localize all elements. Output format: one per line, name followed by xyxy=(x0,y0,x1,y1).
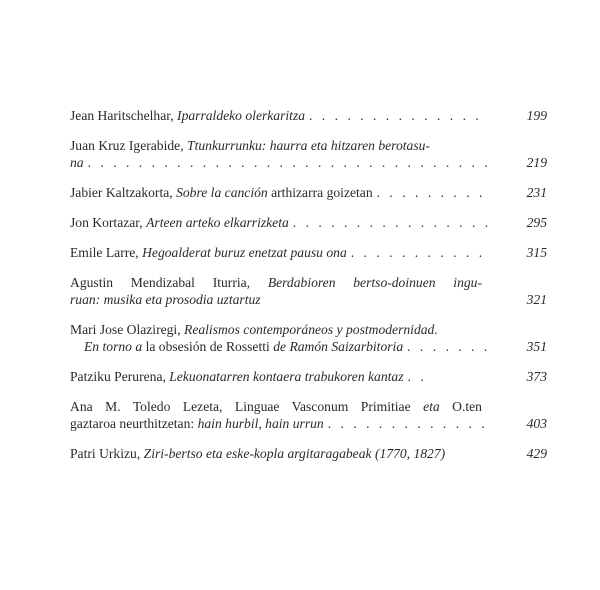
entry-title: Iparraldeko olerkaritza xyxy=(177,108,306,123)
entry-author: Patziku Perurena, xyxy=(70,369,166,384)
entry-page: 373 xyxy=(526,369,547,384)
entry-title-part: gaztaroa neurthitzetan: xyxy=(70,416,195,431)
toc-entry[interactable] xyxy=(70,184,547,201)
entry-title-rest: arthizarra goizetan xyxy=(271,185,373,200)
entry-title: Sobre la canción xyxy=(176,185,268,200)
dot-leader xyxy=(377,184,488,201)
dot-leader xyxy=(351,244,488,261)
entry-title-part: O.ten xyxy=(452,399,482,414)
entry-title-part: la obsesión de Rossetti xyxy=(145,339,270,354)
entry-title: Ttunkurrunku: haurra eta hitzaren berotasu- xyxy=(187,138,430,153)
toc-entry[interactable] xyxy=(70,368,547,385)
toc-entry[interactable] xyxy=(70,214,547,231)
dot-leader xyxy=(328,415,488,432)
dot-leader xyxy=(408,368,430,385)
entry-title-part: eta xyxy=(423,399,440,414)
toc-entry[interactable] xyxy=(70,137,547,171)
entry-title: Ziri-bertso eta eske-kopla argitaragabeak (1770, 1827) xyxy=(143,446,446,461)
entry-title: Hegoalderat buruz enetzat pausu ona xyxy=(142,245,347,260)
entry-author: Emile Larre, xyxy=(70,245,139,260)
entry-title: Realismos contemporáneos y postmodernidad. xyxy=(184,322,438,337)
entry-author: Juan Kruz Igerabide, xyxy=(70,138,184,153)
entry-page: 295 xyxy=(526,215,547,230)
dot-leader xyxy=(293,214,488,231)
entry-title: Berdabioren bertso-doinuen ingu- xyxy=(267,275,482,290)
table-of-contents xyxy=(70,107,547,475)
entry-title-continued: ruan: musika eta prosodia uztartuz xyxy=(70,292,261,307)
entry-page: 219 xyxy=(526,155,547,170)
entry-title-part: Linguae Vasconum Primitiae xyxy=(234,399,411,414)
entry-author: Jabier Kaltzakorta, xyxy=(70,185,173,200)
entry-page: 199 xyxy=(526,108,547,123)
entry-page: 429 xyxy=(526,446,547,461)
toc-entry[interactable] xyxy=(70,321,547,355)
toc-entry[interactable] xyxy=(70,244,547,261)
toc-entry[interactable] xyxy=(70,445,547,462)
dot-leader xyxy=(309,107,488,124)
entry-page: 231 xyxy=(526,185,547,200)
entry-title-part: de xyxy=(273,339,287,354)
entry-page: 315 xyxy=(526,245,547,260)
entry-title-part: Ramón Saizarbitoria xyxy=(289,339,404,354)
entry-author: Jon Kortazar, xyxy=(70,215,143,230)
toc-entry[interactable] xyxy=(70,398,547,432)
entry-page: 321 xyxy=(526,292,547,307)
entry-author: Jean Haritschelhar, xyxy=(70,108,174,123)
entry-author: Agustin Mendizabal Iturria, xyxy=(70,275,251,290)
toc-entry[interactable] xyxy=(70,274,547,308)
dot-leader xyxy=(407,338,488,355)
entry-page: 403 xyxy=(526,416,547,431)
entry-page: 351 xyxy=(526,339,547,354)
entry-title: Lekuonatarren kontaera trabukoren kantaz xyxy=(169,369,404,384)
entry-author: Patri Urkizu, xyxy=(70,446,141,461)
entry-author: Ana M. Toledo Lezeta, xyxy=(70,399,223,414)
entry-author: Mari Jose Olaziregi, xyxy=(70,322,181,337)
entry-title-continued: na xyxy=(70,155,84,170)
dot-leader xyxy=(88,154,488,171)
entry-title: Arteen arteko elkarrizketa xyxy=(146,215,289,230)
entry-title-part: hain hurbil, hain urrun xyxy=(197,416,324,431)
entry-title-part: En torno a xyxy=(84,339,143,354)
toc-entry[interactable] xyxy=(70,107,547,124)
